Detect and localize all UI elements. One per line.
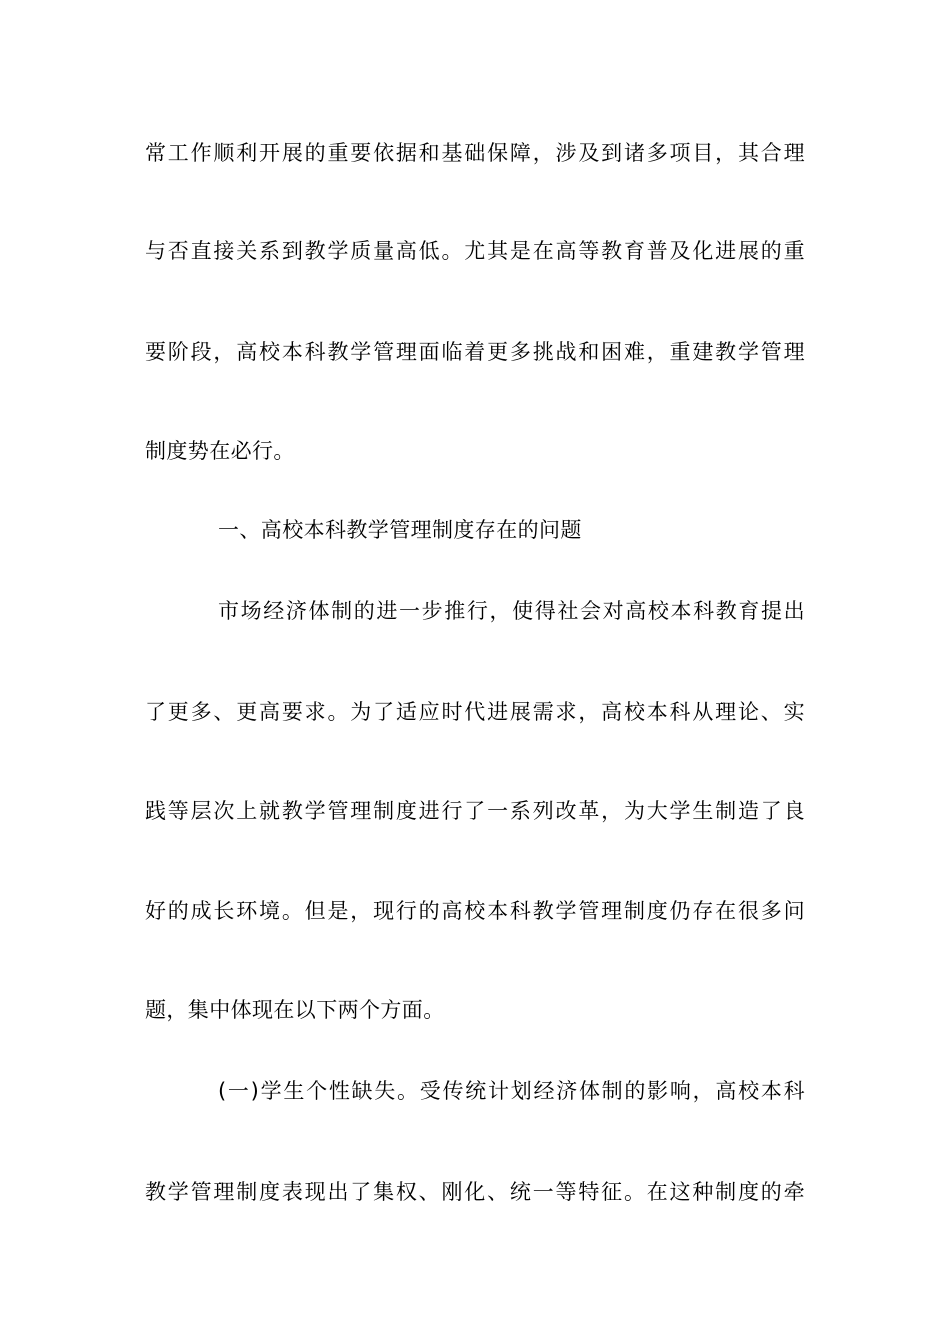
paragraph-line: 要阶段，高校本科教学管理面临着更多挑战和困难，重建教学管理 (145, 340, 805, 364)
paragraph-line: 好的成长环境。但是，现行的高校本科教学管理制度仍存在很多问 (145, 899, 805, 923)
paragraph-line: 与否直接关系到教学质量高低。尤其是在高等教育普及化进展的重 (145, 239, 805, 263)
paragraph-line: (一)学生个性缺失。受传统计划经济体制的影响，高校本科 (218, 1079, 805, 1103)
paragraph-line: 制度势在必行。 (145, 439, 295, 463)
paragraph-line: 教学管理制度表现出了集权、刚化、统一等特征。在这种制度的牵 (145, 1180, 805, 1204)
paragraph-line: 常工作顺利开展的重要依据和基础保障，涉及到诸多项目，其合理 (145, 141, 805, 165)
paragraph-line: 了更多、更高要求。为了适应时代进展需求，高校本科从理论、实 (145, 700, 805, 724)
paragraph-line: 题，集中体现在以下两个方面。 (145, 998, 445, 1022)
paragraph-line: 市场经济体制的进一步推行，使得社会对高校本科教育提出 (218, 599, 805, 623)
paragraph-line: 践等层次上就教学管理制度进行了一系列改革，为大学生制造了良 (145, 799, 805, 823)
section-heading: 一、高校本科教学管理制度存在的问题 (218, 518, 582, 542)
